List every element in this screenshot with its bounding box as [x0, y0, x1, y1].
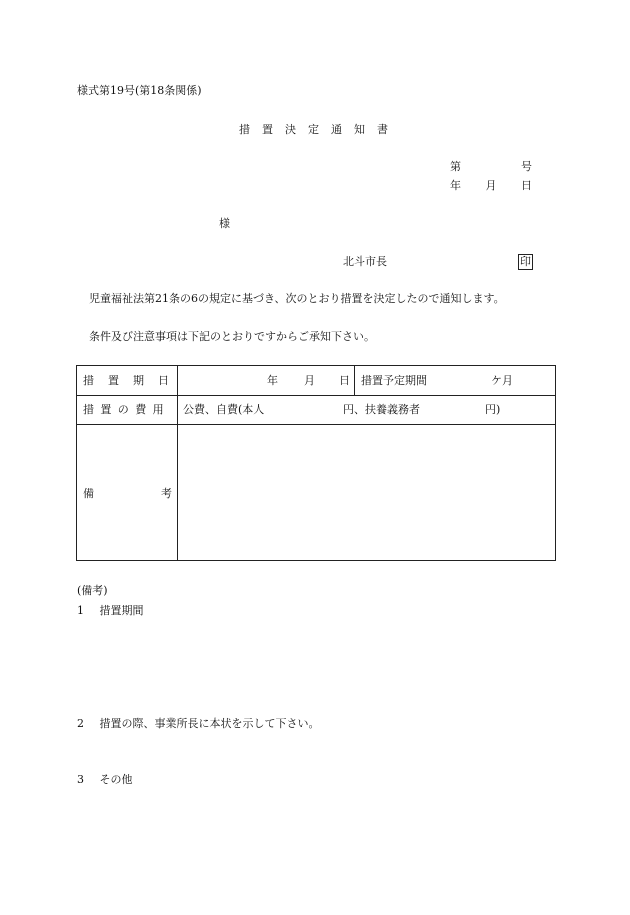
form-number: 様式第19号(第18条関係): [77, 84, 202, 97]
label-measure-cost: [83, 404, 170, 415]
reference-number: [450, 161, 532, 172]
note-item-1-number: 1: [77, 604, 84, 617]
label-measure-date: [83, 374, 183, 387]
note-item-2: [77, 718, 320, 729]
issuer-name: 北斗市長: [343, 255, 387, 268]
note-item-1: [77, 605, 144, 616]
measure-date-year: 年: [267, 374, 278, 387]
note-item-1-text: 措置期間: [99, 604, 144, 617]
label-remarks-a: 備: [83, 487, 94, 500]
label-planned-period: 措置予定期間: [361, 374, 427, 387]
measure-details-table: [76, 365, 556, 561]
label-measure-cost-text: 措置の費用: [83, 403, 170, 416]
note-item-2-text: 措置の際、事業所長に本状を示して下さい。: [99, 717, 320, 730]
issue-date-year: 年: [450, 179, 461, 192]
table-period-divider: [354, 366, 355, 395]
table-label-column-divider: [177, 366, 178, 560]
planned-period-unit: ケ月: [491, 374, 513, 387]
cost-text-guardian: 円、扶養義務者: [343, 403, 420, 416]
note-item-3: [77, 774, 133, 785]
reference-number-suffix: 号: [521, 160, 532, 173]
seal-mark: [518, 254, 533, 270]
label-remarks-b: 考: [161, 487, 172, 500]
addressee-honorific: 様: [219, 217, 230, 230]
note-item-3-text: その他: [99, 773, 133, 786]
body-paragraph-2: 条件及び注意事項は下記のとおりですからご承知下さい。: [89, 330, 375, 343]
issue-date-month: 月: [485, 179, 497, 192]
table-row-divider-1: [77, 395, 555, 396]
reference-number-prefix: 第: [450, 160, 461, 173]
label-measure-date-text: 措置期日: [83, 374, 183, 387]
issue-date-day: 日: [521, 179, 532, 192]
table-row-divider-2: [77, 424, 555, 425]
document-title: 措置決定通知書: [239, 123, 400, 136]
measure-date-month: 月: [304, 374, 315, 387]
note-item-3-number: 3: [77, 773, 84, 786]
cost-text-close: 円): [485, 403, 501, 416]
note-item-2-number: 2: [77, 717, 84, 730]
seal-char: 印: [520, 255, 531, 268]
cost-text-public-self: 公費、自費(本人: [183, 403, 265, 416]
body-paragraph-1: 児童福祉法第21条の6の規定に基づき、次のとおり措置を決定したので通知します。: [89, 292, 505, 305]
measure-date-day: 日: [339, 374, 350, 387]
issue-date: [450, 180, 532, 191]
notes-heading: (備考): [77, 584, 108, 597]
